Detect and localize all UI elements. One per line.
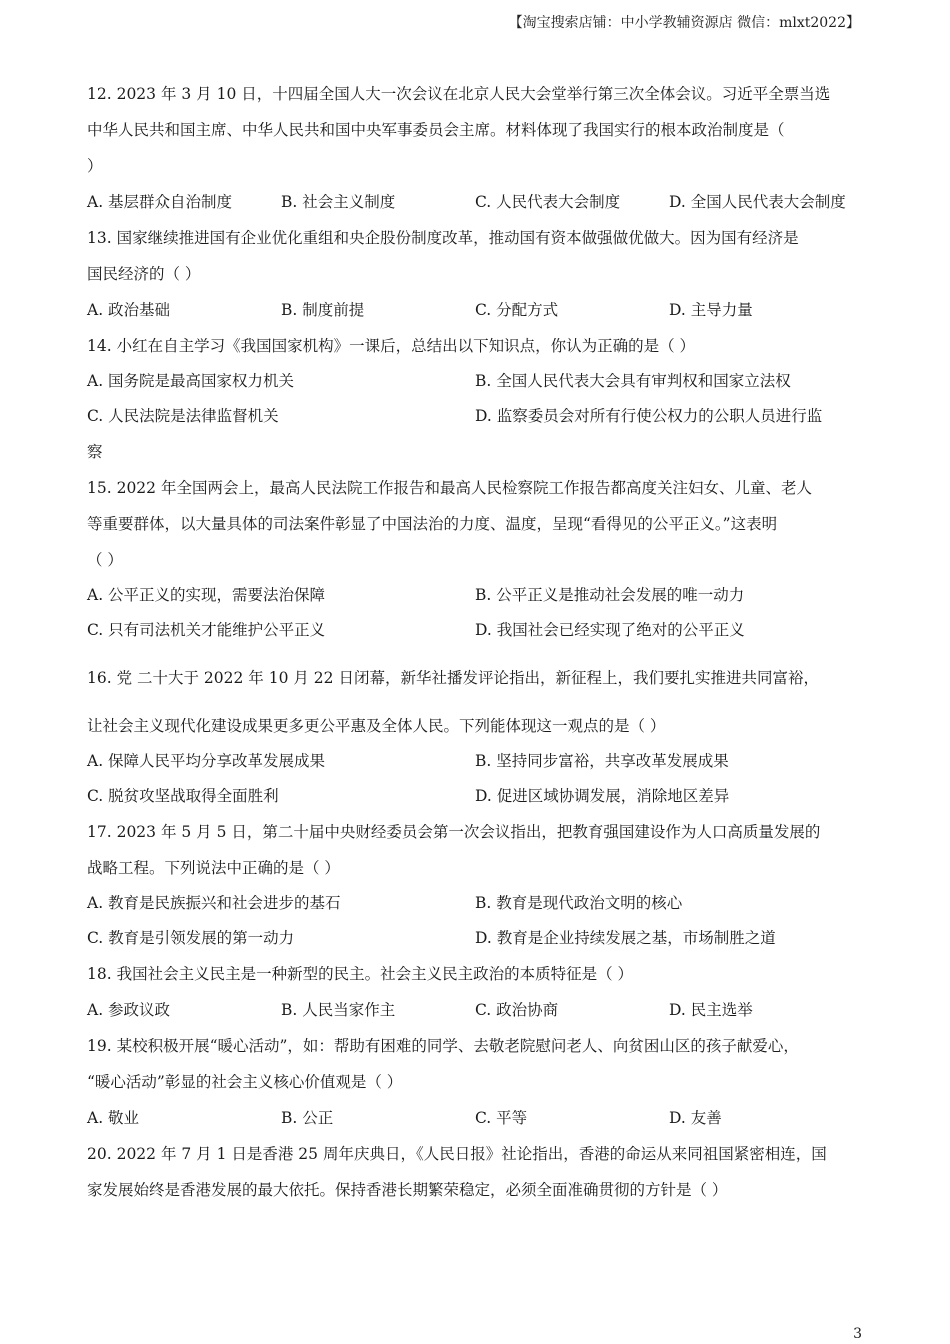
option-d: D. 友善 (669, 1109, 722, 1127)
option-a: A. 教育是民族振兴和社会进步的基石 (87, 894, 341, 912)
question-text: 16. 党 二十大于 2022 年 10 月 22 日闭幕，新华社播发评论指出，新征程上，我们要扎实推进共同富裕， (87, 669, 819, 687)
options-row (87, 184, 863, 220)
option-d: D. 教育是企业持续发展之基，市场制胜之道 (475, 929, 776, 947)
option-c: C. 政治协商 (475, 1001, 559, 1019)
question-13 (87, 220, 863, 328)
question-text: 家发展始终是香港发展的最大依托。保持香港长期繁荣稳定，必须全面准确贯彻的方针是（ ） (87, 1181, 728, 1199)
options-row (87, 744, 863, 779)
question-text: 13. 国家继续推进国有企业优化重组和央企股份制度改革，推动国有资本做强做优做大。因为国有经济是 (87, 229, 799, 247)
question-text: 国民经济的（ ） (87, 265, 201, 283)
option-d: D. 民主选举 (669, 1001, 753, 1019)
question-18 (87, 956, 863, 1028)
option-a: A. 公平正义的实现，需要法治保障 (87, 586, 326, 604)
option-c: C. 教育是引领发展的第一动力 (87, 929, 295, 947)
options-row (87, 613, 863, 648)
option-c: C. 人民代表大会制度 (475, 193, 621, 211)
option-a: A. 敬业 (87, 1109, 140, 1127)
option-d: D. 促进区域协调发展，消除地区差异 (475, 787, 730, 805)
question-text: ） (87, 157, 103, 175)
options-row (87, 399, 863, 434)
question-text: 中华人民共和国主席、中华人民共和国中央军事委员会主席。材料体现了我国实行的根本政治制度是（ (87, 121, 785, 139)
option-d: D. 全国人民代表大会制度 (669, 193, 846, 211)
option-d: D. 我国社会已经实现了绝对的公平正义 (475, 621, 745, 639)
options-row (87, 779, 863, 814)
option-a: A. 参政议政 (87, 1001, 171, 1019)
option-b: B. 人民当家作主 (281, 1001, 396, 1019)
option-b: B. 全国人民代表大会具有审判权和国家立法权 (475, 372, 791, 390)
option-a: A. 基层群众自治制度 (87, 193, 233, 211)
options-row (87, 578, 863, 613)
option-b: B. 制度前提 (281, 301, 365, 319)
option-a: A. 保障人民平均分享改革发展成果 (87, 752, 326, 770)
question-15 (87, 470, 863, 648)
option-continuation: 察 (87, 443, 103, 461)
option-c: C. 平等 (475, 1109, 528, 1127)
option-a: A. 政治基础 (87, 301, 171, 319)
page-number: 3 (853, 1326, 862, 1342)
option-b: B. 教育是现代政治文明的核心 (475, 894, 683, 912)
header-note: 【淘宝搜索店铺：中小学教辅资源店 微信：mlxt2022】 (508, 15, 860, 31)
question-text: 15. 2022 年全国两会上，最高人民法院工作报告和最高人民检察院工作报告都高度关注妇女、儿童、老人 (87, 479, 812, 497)
option-c: C. 分配方式 (475, 301, 559, 319)
question-17 (87, 814, 863, 956)
question-text: “暖心活动”彰显的社会主义核心价值观是（ ） (87, 1073, 403, 1091)
question-text: 等重要群体，以大量具体的司法案件彰显了中国法治的力度、温度，呈现“看得见的公平正义。”这表明 (87, 515, 778, 533)
option-d: D. 主导力量 (669, 301, 753, 319)
question-20 (87, 1136, 863, 1208)
question-text: （ ） (87, 551, 123, 569)
question-text: 19. 某校积极开展“暖心活动”，如：帮助有困难的同学、去敬老院慰问老人、向贫困山区的孩子献爱心， (87, 1037, 799, 1055)
option-b: B. 公平正义是推动社会发展的唯一动力 (475, 586, 745, 604)
question-14 (87, 328, 863, 470)
option-b: B. 公正 (281, 1109, 334, 1127)
options-row (87, 364, 863, 399)
question-19 (87, 1028, 863, 1136)
option-a: A. 国务院是最高国家权力机关 (87, 372, 295, 390)
options-row (87, 1100, 863, 1136)
question-text: 17. 2023 年 5 月 5 日，第二十届中央财经委员会第一次会议指出，把教育强国建设作为人口高质量发展的 (87, 823, 821, 841)
option-c: C. 脱贫攻坚战取得全面胜利 (87, 787, 279, 805)
option-d: D. 监察委员会对所有行使公权力的公职人员进行监 (475, 407, 823, 425)
question-text: 让社会主义现代化建设成果更多更公平惠及全体人民。下列能体现这一观点的是（ ） (87, 717, 666, 735)
option-c: C. 只有司法机关才能维护公平正义 (87, 621, 326, 639)
question-12 (87, 76, 863, 220)
options-row (87, 921, 863, 956)
options-row (87, 292, 863, 328)
question-text: 14. 小红在自主学习《我国国家机构》一课后，总结出以下知识点，你认为正确的是（ ） (87, 337, 696, 355)
option-c: C. 人民法院是法律监督机关 (87, 407, 279, 425)
option-b: B. 坚持同步富裕，共享改革发展成果 (475, 752, 729, 770)
question-16 (87, 660, 863, 814)
question-list (87, 76, 863, 1208)
options-row (87, 992, 863, 1028)
options-row (87, 886, 863, 921)
question-text: 20. 2022 年 7 月 1 日是香港 25 周年庆典日，《人民日报》社论指出，香港的命运从来同祖国紧密相连，国 (87, 1145, 827, 1163)
question-text: 战略工程。下列说法中正确的是（ ） (87, 859, 340, 877)
option-b: B. 社会主义制度 (281, 193, 396, 211)
question-text: 18. 我国社会主义民主是一种新型的民主。社会主义民主政治的本质特征是（ ） (87, 965, 634, 983)
question-text: 12. 2023 年 3 月 10 日，十四届全国人大一次会议在北京人民大会堂举行第三次全体会议。习近平全票当选 (87, 85, 831, 103)
